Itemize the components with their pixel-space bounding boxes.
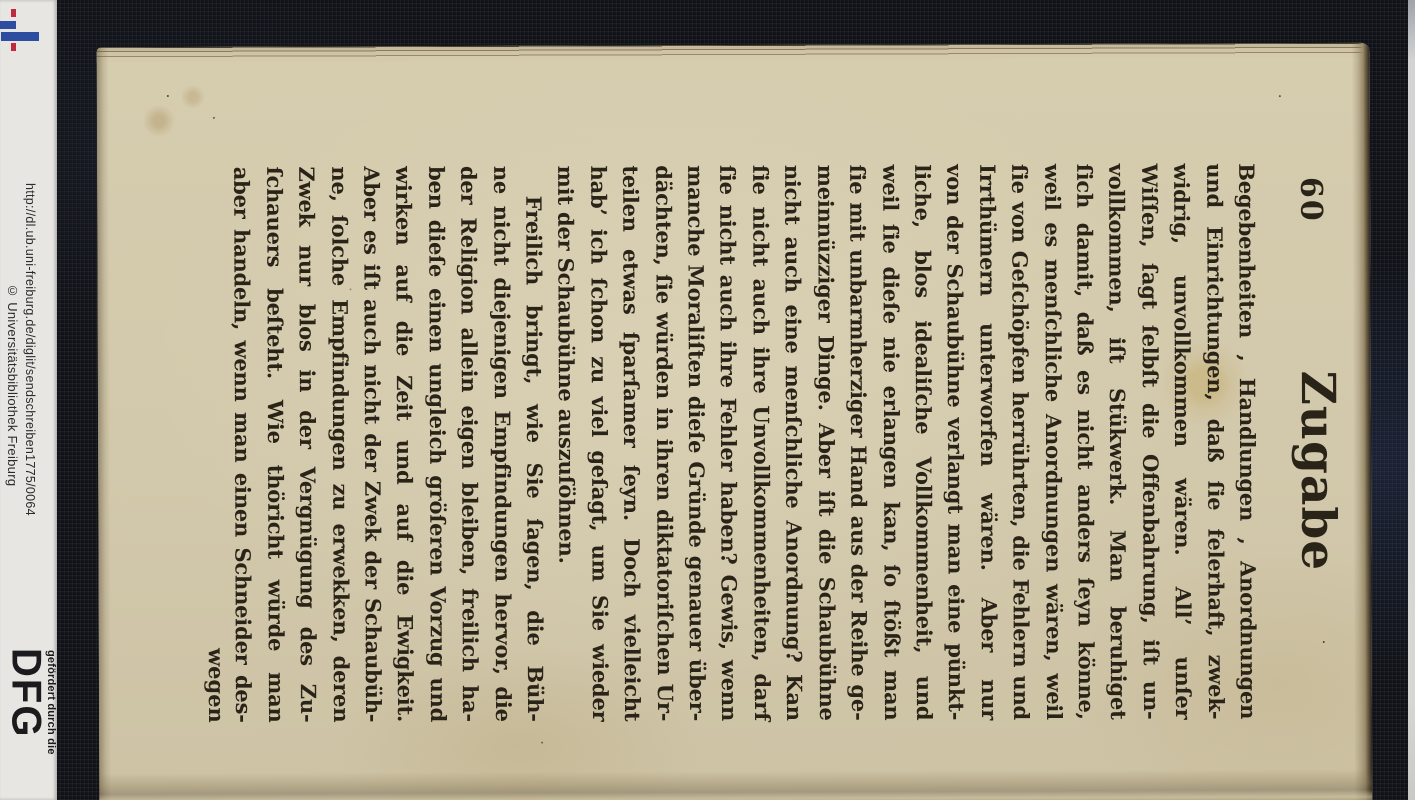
text-line: ne nicht diejenigen Empfindungen hervor, die — [488, 165, 516, 722]
text-line: und Einrichtungen, daß ſie felerhaft, zwek- — [1201, 163, 1229, 720]
catchword: wegen — [203, 648, 230, 723]
text-line: dächten, ſie würden in ihren diktatoriſchen Ur- — [650, 165, 678, 722]
text-line: vollkommen, iſt Stükwerk. Man beruhiget — [1104, 163, 1132, 720]
text-line: ſchauers beſteht. Wie thöricht würde man — [261, 166, 289, 723]
text-line: widrig, unvollkommen wären. All’ unſer — [1169, 163, 1197, 720]
dfg-logo — [4, 648, 56, 790]
text-line: Zwek nur blos in der Vergnügung des Zu- — [294, 166, 322, 723]
copyright-note: © Universitätsbibliothek Freiburg — [5, 283, 20, 487]
text-line: manche Moraliſten dieſe Gründe genauer über- — [683, 165, 711, 722]
ub-logo-blue-1-icon — [0, 21, 16, 29]
text-line: hab’ ich ſchon zu viel geſagt, um Sie wieder — [585, 165, 613, 722]
page-content-rotated — [97, 43, 1373, 800]
text-line: teilen etwas ſparſamer ſeyn. Doch vielleicht — [618, 165, 646, 722]
text-line: Begebenheiten , Handlungen , Anordnungen — [1234, 163, 1262, 720]
text-line: ſie nicht auch ihre Unvollkommenheiten, darf — [747, 164, 775, 721]
text-line: weil es menſchliche Anordnungen wären, weil — [1039, 163, 1067, 720]
text-line: wirken auf die Zeit und auf die Ewigkeit. — [391, 166, 419, 723]
text-line: ſie mit unbarmherziger Hand aus der Reihe ge- — [845, 164, 873, 721]
text-line: Irrthümern unterworfen wären. Aber nur — [974, 164, 1002, 721]
dfg-logo-inner — [4, 648, 56, 790]
book-page-scan — [97, 43, 1373, 800]
page-header-row — [1270, 163, 1346, 719]
page-curvature-shadow — [99, 769, 1372, 800]
text-line: liche, blos idealiſche Vollkommenheit, und — [910, 164, 937, 721]
text-line: Aber es iſt auch nicht der Zwek der Schaubüh- — [359, 166, 387, 723]
text-line: mit der Schaubühne auszuſöhnen. — [553, 165, 580, 564]
ub-logo-blue-2-icon — [1, 32, 39, 41]
text-line: aber handeln, wenn man einen Schneider des- — [229, 166, 257, 723]
ub-logo-red-1-icon — [11, 9, 16, 17]
dfg-logo-text: DFG — [2, 648, 50, 739]
text-line: ben dieſe einen ungleich gröſeren Vorzug und — [423, 165, 451, 723]
page-text — [225, 163, 1264, 723]
text-line: von der Schaubühne verlangt man eine pünkt- — [942, 164, 970, 721]
dfg-funding-note: gefördert durch die — [45, 650, 57, 755]
ub-logo-red-2-icon — [11, 43, 16, 51]
text-line: Freilich bringt, wie Sie ſagen, die Büh- — [521, 195, 549, 722]
page-stack-edge-right — [1352, 43, 1373, 800]
text-line: weil ſie dieſe nie erlangen kan, ſo ſtößt man — [877, 164, 905, 721]
text-line: meinnüzziger Dinge. Aber iſt die Schaubühne — [812, 164, 840, 721]
scan-edge-sliver — [1408, 0, 1415, 800]
text-line: ſie nicht auch ihre Fehler haben? Gewis, wenn — [715, 164, 743, 722]
text-line: ſich damit, daß es nicht anders ſeyn könne, — [1072, 163, 1099, 720]
text-line: Wiſſen, ſagt ſelbſt die Offenbahrung, iſt un- — [1136, 163, 1164, 720]
scan-ruler-strip — [0, 0, 57, 800]
page-text-block — [199, 163, 1346, 723]
page-header: Zugabe — [1289, 370, 1346, 572]
text-line: der Religion allein eigen bleiben, freilich ha- — [456, 165, 484, 722]
text-line: ne, ſolche Empfindungen zu erwekken, deren — [326, 166, 354, 723]
page-number: 60 — [1293, 176, 1329, 223]
scan-url: http://dl.ub.uni-freiburg.de/diglit/sendschreiben1775/0064 — [23, 183, 37, 516]
text-line: nicht auch eine menſchliche Anordnung? Kan — [780, 164, 808, 721]
text-line: ſie von Geſchöpfen herrührten, die Fehlern und — [1007, 163, 1035, 721]
